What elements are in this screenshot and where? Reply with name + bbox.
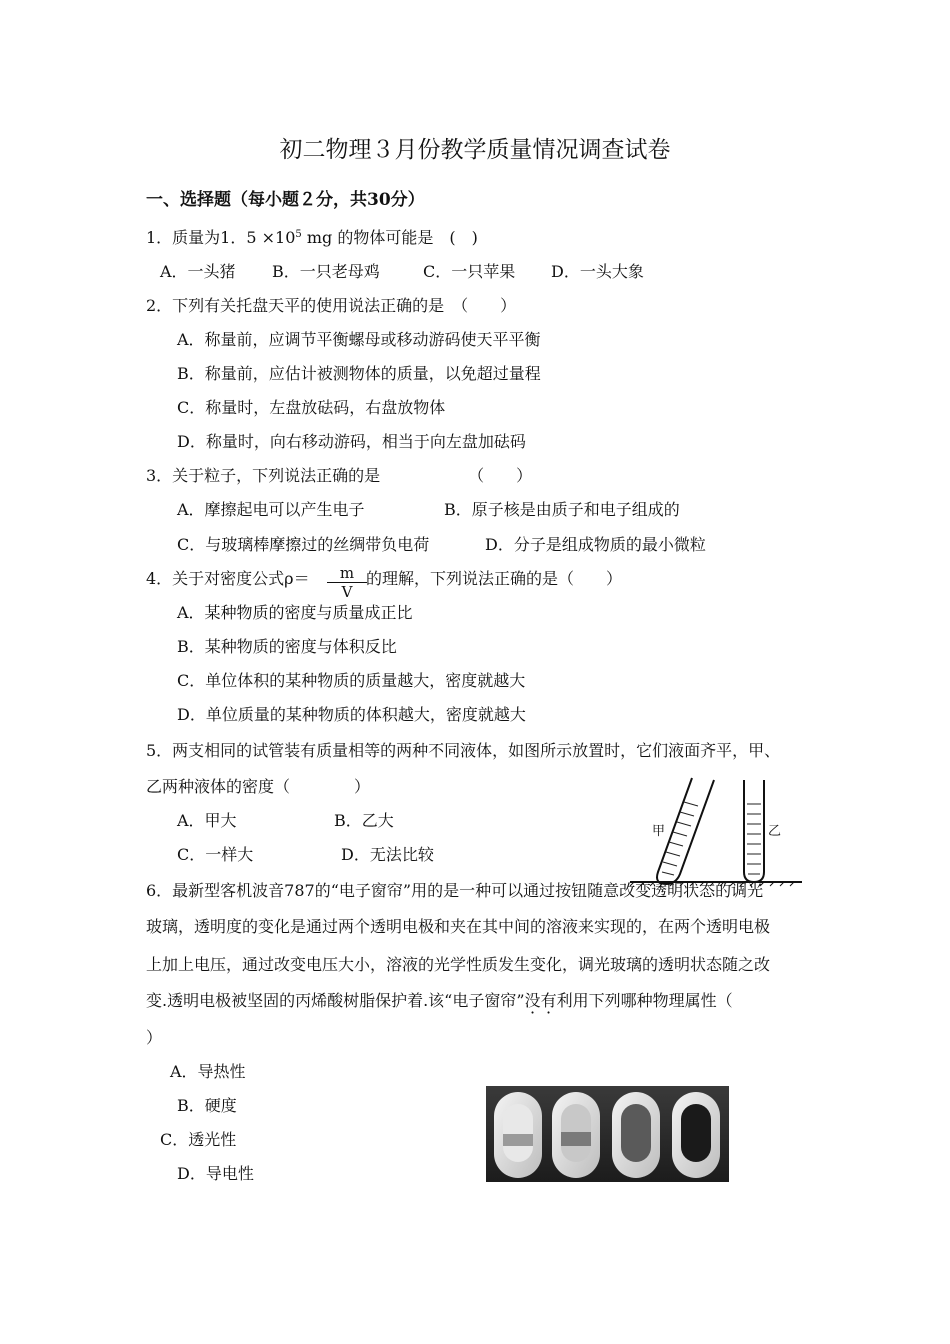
question-4-option-d: D．单位质量的某种物质的体积越大，密度就越大 — [177, 705, 526, 724]
question-2-option-a: A．称量前，应调节平衡螺母或移动游码使天平平衡 — [177, 330, 541, 349]
question-1-option-b: B．一只老母鸡 — [272, 262, 380, 281]
question-2-option-c: C．称量时，左盘放砝码，右盘放物体 — [177, 398, 446, 417]
window-2-light-tint — [552, 1092, 600, 1178]
question-6-line-3: 上加上电压，通过改变电压大小，溶液的光学性质发生变化，调光玻璃的透明状态随之改 — [146, 955, 771, 974]
question-5-option-c: C．一样大 — [177, 845, 254, 864]
question-6-line-4-tail: 利用下列哪种物理属性（ — [556, 991, 733, 1010]
section-heading: 一、选择题（每小题２分，共30分） — [146, 190, 425, 210]
question-6-line-2: 玻璃，透明度的变化是通过两个透明电极和夹在其中间的溶液来实现的，在两个透明电极 — [146, 917, 771, 936]
upright-test-tube — [744, 780, 764, 882]
fraction-numerator: m — [327, 564, 367, 583]
question-5-line-2: 乙两种液体的密度（ ） — [146, 777, 371, 796]
question-3-option-b: B．原子核是由质子和电子组成的 — [444, 500, 680, 519]
question-2-option-d: D．称量时，向右移动游码，相当于向左盘加砝码 — [177, 432, 526, 451]
emphasized-char-1: 没 — [524, 991, 541, 1010]
fraction-denominator: V — [341, 583, 353, 601]
question-6-option-a: A．导热性 — [170, 1062, 246, 1081]
question-2-option-b: B．称量前，应估计被测物体的质量，以免超过量程 — [177, 364, 541, 383]
exponent: 5 — [295, 229, 302, 240]
tilted-test-tube — [657, 778, 714, 884]
window-4-dark-tint — [672, 1092, 720, 1178]
question-1-option-c: C．一只苹果 — [423, 262, 516, 281]
test-tubes-figure — [622, 772, 812, 890]
question-6-line-5: ） — [146, 1028, 163, 1047]
question-4-option-b: B．某种物质的密度与体积反比 — [177, 637, 397, 656]
question-1-stem — [146, 228, 478, 251]
question-6-line-1: 6．最新型客机波音787的“电子窗帘”用的是一种可以通过按钮随意改变透明状态的调光 — [146, 881, 764, 900]
question-3-stem: 3．关于粒子，下列说法正确的是 （ ） — [146, 466, 533, 485]
question-6-option-c: C．透光性 — [160, 1130, 237, 1149]
question-5-line-1: 5．两支相同的试管装有质量相等的两种不同液体，如图所示放置时，它们液面齐平，甲、 — [146, 741, 781, 760]
window-3-medium-tint — [612, 1092, 660, 1178]
question-4-stem-prefix: 4．关于对密度公式ρ＝ — [146, 569, 310, 588]
question-3-option-d: D．分子是组成物质的最小微粒 — [485, 535, 706, 554]
question-6-option-b: B．硬度 — [177, 1096, 237, 1115]
airplane-windows-photo — [486, 1086, 729, 1182]
question-3-option-a: A．摩擦起电可以产生电子 — [177, 500, 365, 519]
question-6-line-4 — [146, 991, 733, 1011]
label-jia: 甲 — [652, 824, 666, 839]
density-fraction — [327, 564, 367, 601]
question-1-option-d: D．一头大象 — [551, 262, 644, 281]
question-5-option-d: D．无法比较 — [341, 845, 434, 864]
question-1-option-a: A．一头猪 — [160, 262, 236, 281]
question-4-option-a: A．某种物质的密度与质量成正比 — [177, 603, 413, 622]
question-2-stem: 2．下列有关托盘天平的使用说法正确的是 （ ） — [146, 296, 517, 315]
question-5-option-a: A．甲大 — [177, 811, 237, 830]
label-yi: 乙 — [768, 824, 782, 839]
question-1-stem-text: 1．质量为1．5 ×10 — [146, 228, 296, 247]
question-4-option-c: C．单位体积的某种物质的质量越大，密度就越大 — [177, 671, 526, 690]
question-1-stem-tail: mg 的物体可能是 ( ) — [301, 228, 478, 247]
page-title: 初二物理３月份教学质量情况调查试卷 — [279, 137, 671, 163]
emphasized-char-2: 有 — [540, 991, 557, 1010]
question-3-option-c: C．与玻璃棒摩擦过的丝绸带负电荷 — [177, 535, 430, 554]
question-6-option-d: D．导电性 — [177, 1164, 254, 1183]
window-1-clear — [494, 1092, 542, 1178]
question-4-stem-suffix: 的理解，下列说法正确的是（ ） — [366, 569, 623, 588]
question-5-option-b: B．乙大 — [334, 811, 394, 830]
question-6-line-4-text: 变.透明电极被坚固的丙烯酸树脂保护着.该“电子窗帘” — [146, 991, 525, 1010]
